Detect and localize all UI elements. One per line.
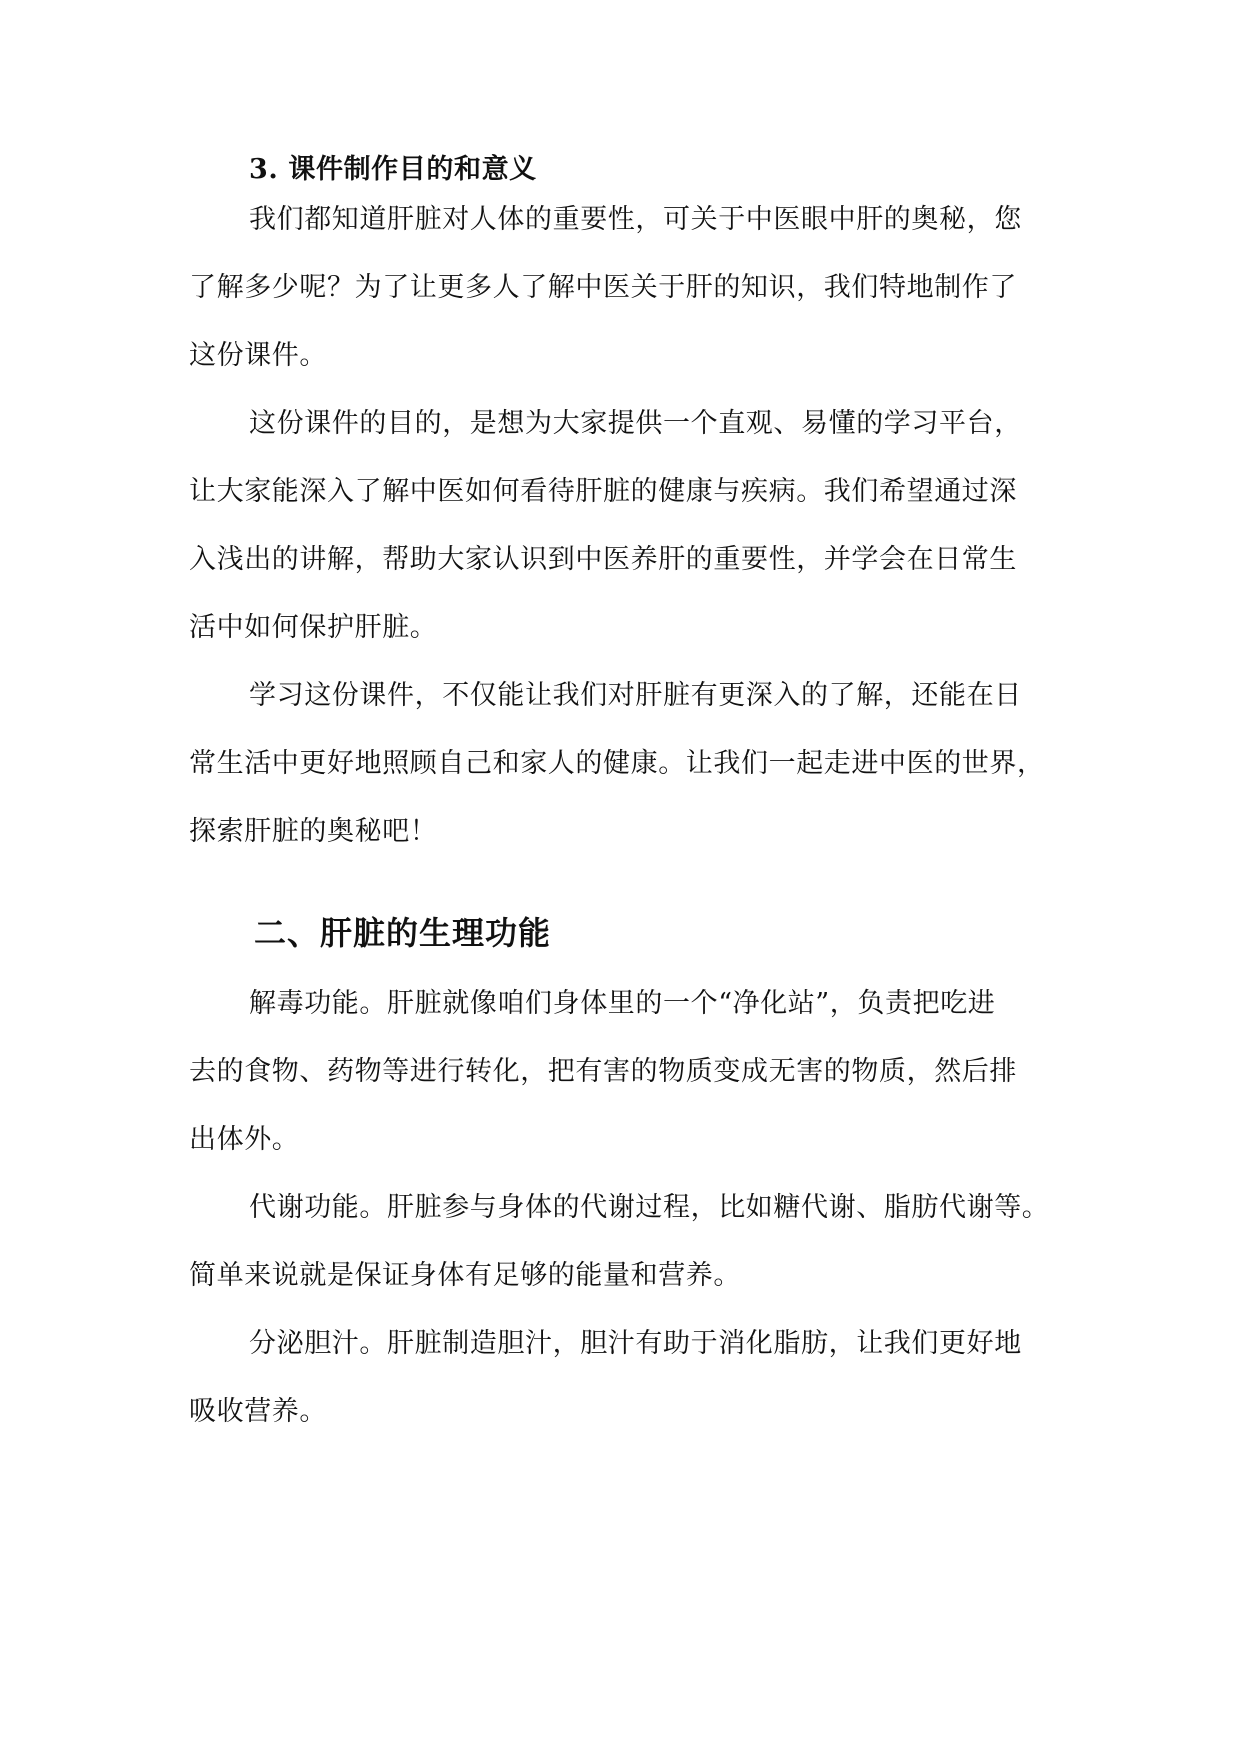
paragraph-line: 让大家能深入了解中医如何看待肝脏的健康与疾病。我们希望通过深 [189,476,1017,507]
paragraph-line: 出体外。 [189,1124,300,1155]
section-heading-2: 二、肝脏的生理功能 [254,914,552,952]
paragraph-line: 这份课件的目的，是想为大家提供一个直观、易懂的学习平台， [249,408,1022,439]
paragraph-line: 我们都知道肝脏对人体的重要性，可关于中医眼中肝的奥秘，您 [249,204,1022,235]
section-heading-3: 3. 课件制作目的和意义 [249,154,537,185]
paragraph-line: 分泌胆汁。肝脏制造胆汁，胆汁有助于消化脂肪，让我们更好地 [249,1328,1022,1359]
paragraph-line: 吸收营养。 [189,1396,327,1427]
paragraph-line: 简单来说就是保证身体有足够的能量和营养。 [189,1260,741,1291]
paragraph-line: 去的食物、药物等进行转化，把有害的物质变成无害的物质，然后排 [189,1056,1017,1087]
paragraph-line: 探索肝脏的奥秘吧！ [189,816,438,847]
paragraph-line: 活中如何保护肝脏。 [189,612,438,643]
paragraph-line: 入浅出的讲解，帮助大家认识到中医养肝的重要性，并学会在日常生 [189,544,1017,575]
paragraph-line: 常生活中更好地照顾自己和家人的健康。让我们一起走进中医的世界， [189,748,1045,779]
paragraph-line: 代谢功能。肝脏参与身体的代谢过程，比如糖代谢、脂肪代谢等。 [249,1192,1050,1223]
paragraph-line: 解毒功能。肝脏就像咱们身体里的一个“净化站”，负责把吃进 [249,988,996,1019]
paragraph-line: 这份课件。 [189,340,327,371]
paragraph-line: 学习这份课件，不仅能让我们对肝脏有更深入的了解，还能在日 [249,680,1022,711]
paragraph-line: 了解多少呢？为了让更多人了解中医关于肝的知识，我们特地制作了 [189,272,1017,303]
